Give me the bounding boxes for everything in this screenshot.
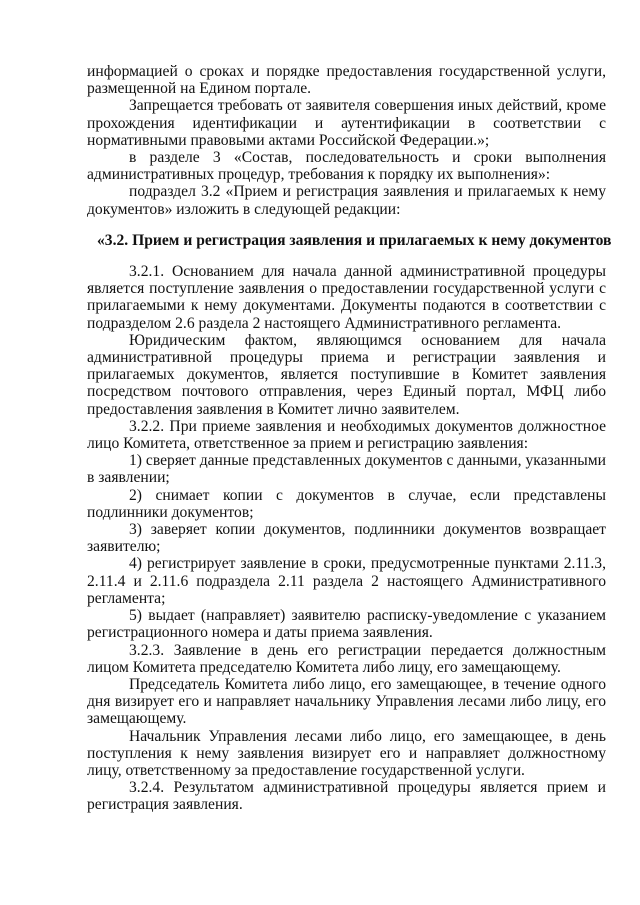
paragraph: 3.2.3. Заявление в день его регистрации передается должностным лицом Комитета председателю Комитета либо лицу, его замещающему. [87, 641, 606, 676]
document-body [87, 63, 612, 814]
list-item: 4) регистрирует заявление в сроки, предусмотренные пунктами 2.11.3, 2.11.4 и 2.11.6 подраздела 2.11 раздела 2 настоящего Административного регламента; [87, 555, 606, 607]
paragraph: 3.2.2. При приеме заявления и необходимых документов должностное лицо Комитета, ответственное за прием и регистрацию заявления: [87, 417, 606, 453]
list-item: 1) сверяет данные представленных документов с данными, указанными в заявлении; [87, 452, 606, 487]
paragraph: 3.2.4. Результатом административной процедуры является прием и регистрация заявления. [87, 779, 606, 814]
list-item: 2) снимает копии с документов в случае, если представлены подлинники документов; [87, 486, 606, 521]
paragraph: в разделе 3 «Состав, последовательность и сроки выполнения административных процедур, требования к порядку их выполнения»: [87, 149, 606, 184]
paragraph: Юридическим фактом, являющимся основанием для начала административной процедуры приема и регистрации заявления и прилагаемых документов, является поступившие в Комитет заявления посредством почтового отправления, через Единый портал, МФЦ либо предоставления заявления в Комитет лично заявителем. [87, 331, 606, 418]
paragraph: Запрещается требовать от заявителя совершения иных действий, кроме прохождения идентификации и аутентификации в соответствии с нормативными правовыми актами Российской Федерации.»; [87, 97, 606, 149]
paragraph: 3.2.1. Основанием для начала данной административной процедуры является поступление заявления о предоставлении государственной услуги с прилагаемыми к нему документами. Документы подаются в соответствии с подразделом 2.6 раздела 2 настоящего Административного регламента. [87, 263, 606, 332]
paragraph: Председатель Комитета либо лицо, его замещающее, в течение одного дня визирует его и направляет начальнику Управления лесами либо лицу, его замещающему. [87, 675, 606, 728]
section-heading: «3.2. Прием и регистрация заявления и прилагаемых к нему документов [97, 231, 612, 249]
list-item: 5) выдает (направляет) заявителю расписку-уведомление с указанием регистрационного номера и даты приема заявления. [87, 607, 606, 642]
paragraph: информацией о сроках и порядке предоставления государственной услуги, размещенной на Едином портале. [87, 63, 606, 98]
paragraph: Начальник Управления лесами либо лицо, его замещающее, в день поступления к нему заявления визирует его и направляет должностному лицу, ответственному за предоставление государственной услуги. [87, 727, 606, 779]
paragraph: подраздел 3.2 «Прием и регистрация заявления и прилагаемых к нему документов» изложить в следующей редакции: [87, 183, 606, 218]
list-item: 3) заверяет копии документов, подлинники документов возвращает заявителю; [87, 521, 606, 556]
